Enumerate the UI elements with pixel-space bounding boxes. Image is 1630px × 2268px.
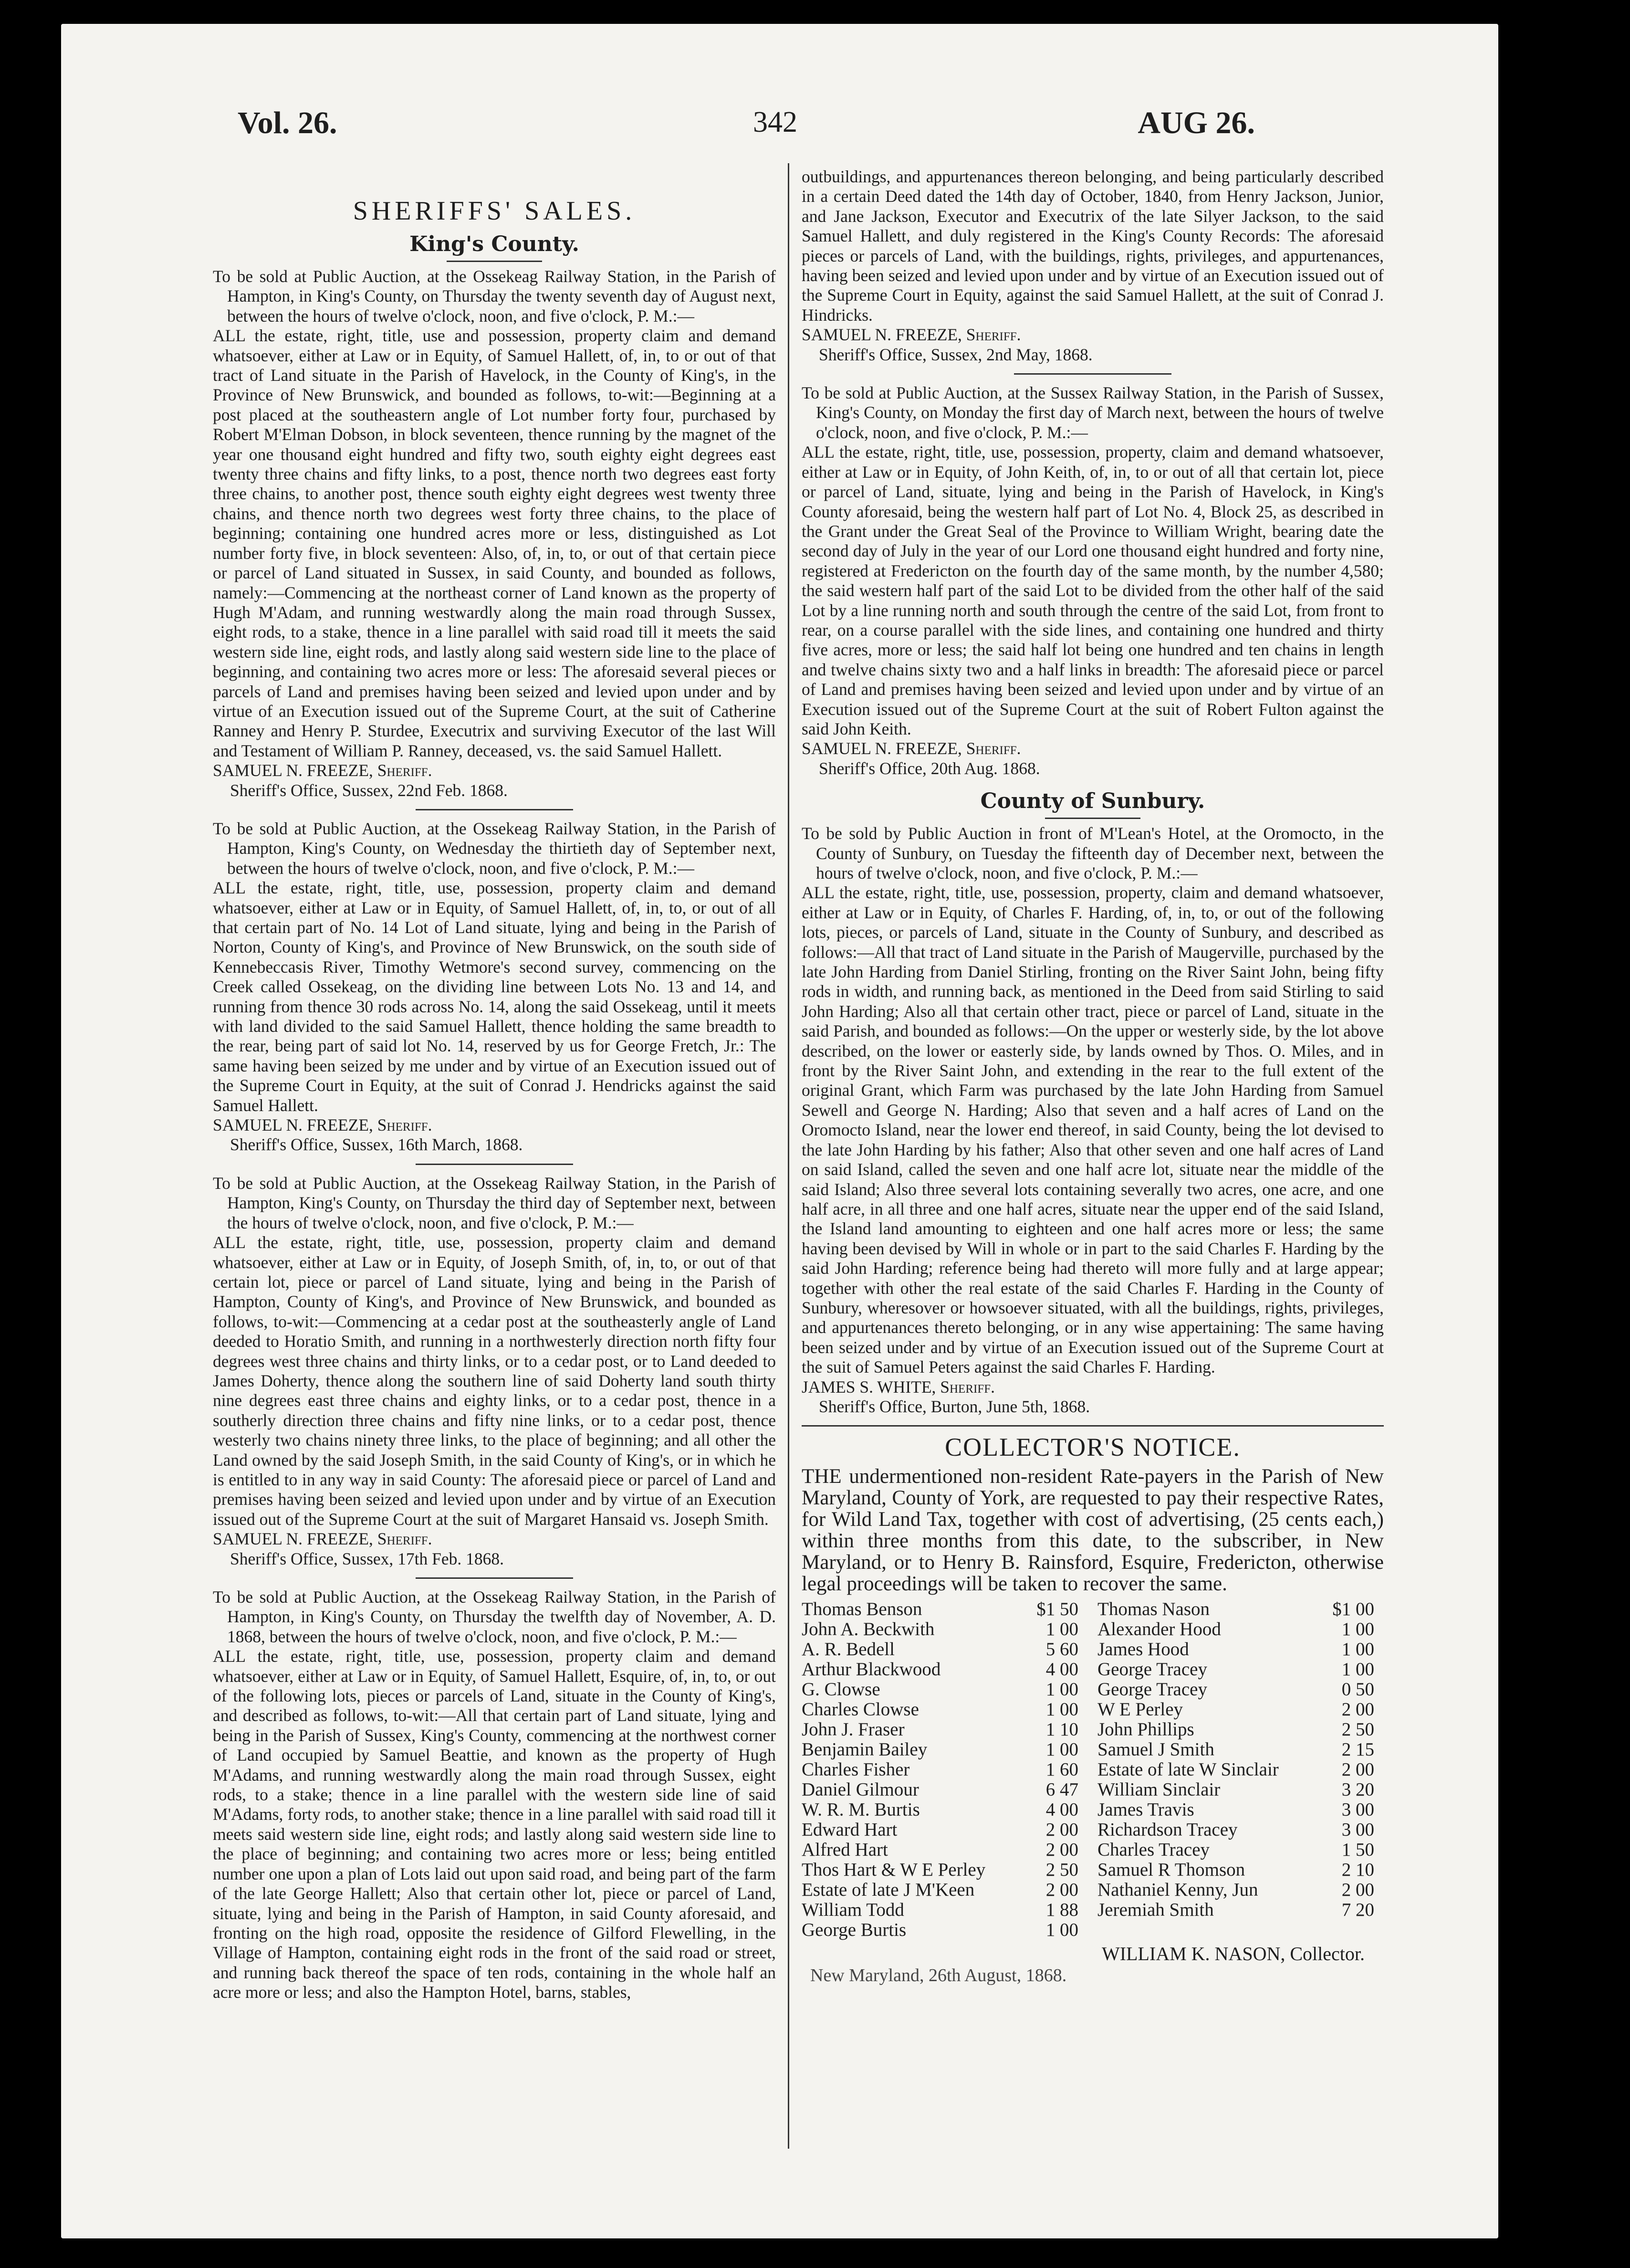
ratepayer-row [802,1619,1078,1639]
notice-body: ALL the estate, right, title, use and possession, property claim and demand whatsoever, either at Law or in Equity, of Samuel Hallett, of, in, to or out of that tract of Land situate in the Parish of Havelock, in the County of King's, in the Province of New Brunswick, and bounded as follows, to-wit:—Beginning at a post placed at the southeastern angle of Lot number forty four, purchased by Robert M'Elman Dobson, in block seventeen, thence running by the magnet of the year one thousand eight hundred and fifty two, south eighty eight degrees east twenty three chains and fifty links, to a post, thence north two degrees east forty three chains, to another post, thence south eighty eight degrees west twenty three chains, and thence north two degrees west forty three chains, to the place of beginning; containing one hundred acres more or less, distinguished as Lot number forty five, in block seventeen: Also, of, in, to, or out of that certain piece or parcel of Land situated in Sussex, in said County, and bounded as follows, namely:—Commencing at the northeast corner of Land known as the property of Hugh M'Adam, and running westwardly along the main road through Sussex, eight rods, to a stake, thence in a line parallel with said road till it meets the said western side line, eight rods, and lastly along said western side line to the place of beginning, and containing two acres more or less: The aforesaid several pieces or parcels of Land and premises having been seized and levied upon under and by virtue of an Execution issued out of the Supreme Court, at the suit of Catherine Ranney and Henry P. Sturdee, Executrix and surviving Executor of the last Will and Testament of William P. Ranney, deceased, vs. the said Samuel Hallett. [213,326,776,760]
sale-notice-4 [213,1587,776,2003]
sheriff-signature: SAMUEL N. FREEZE, Sheriff. [213,1529,432,1549]
ratepayer-amount: 2 50 [1045,1859,1078,1880]
ratepayer-amount: 2 00 [1341,1699,1374,1720]
ratepayer-row [802,1639,1078,1659]
ratepayer-row [1097,1619,1374,1639]
ratepayer-name: Jeremiah Smith [1097,1900,1214,1921]
ratepayer-amount: 1 00 [1341,1639,1374,1660]
ratepayer-amount: 1 88 [1045,1900,1078,1921]
ratepayer-name: John A. Beckwith [802,1619,935,1640]
ratepayer-amount: 2 00 [1045,1819,1078,1840]
ratepayer-amount: $1 50 [1036,1599,1078,1620]
ratepayer-name: W. R. M. Burtis [802,1799,920,1820]
ratepayer-row [1097,1900,1374,1920]
notice-body: ALL the estate, right, title, use, possession, property, claim and demand whatsoever, either at Law or in Equity, of John Keith, of, in, to or out of all that certain lot, piece or parcel of Land, situate, lying and being in the Parish of Havelock, in King's County aforesaid, being the western half part of Lot No. 4, Block 25, as described in the Grant under the Great Seal of the Province to William Wright, bearing date the second day of July in the year of our Lord one thousand eight hundred and forty nine, registered at Fredericton on the fourth day of the same month, by the number 4,580; the said western half part of the said Lot to be divided from the other half of the said Lot by a line running north and south through the centre of the said Lot, from front to rear, on a course parallel with the side lines, and containing one hundred and thirty five acres, more or less; the said half lot being one hundred and ten chains in length and twelve chains sixty two and a half links in breadth: The aforesaid piece or parcel of Land and premises having been seized and levied upon under and by virtue of an Execution issued out of the Supreme Court at the suit of Robert Fulton against the said John Keith. [802,442,1384,738]
ratepayer-name: Edward Hart [802,1819,898,1840]
ratepayer-name: Charles Tracey [1097,1839,1210,1860]
ratepayer-row [802,1920,1078,1940]
notice-separator [416,809,573,810]
sale-notice-3 [213,1174,776,1569]
ratepayer-row [1097,1599,1374,1619]
collector-place-date: New Maryland, 26th August, 1868. [810,1965,1067,1985]
sheriff-signature: SAMUEL N. FREEZE, Sheriff. [802,325,1021,345]
ratepayer-amount: 1 10 [1045,1719,1078,1740]
ratepayer-row [802,1880,1078,1900]
ratepayer-row [802,1599,1078,1619]
ratepayer-column-left [802,1599,1078,1940]
section-rule [802,1425,1384,1427]
collectors-notice-title: COLLECTOR'S NOTICE. [945,1433,1241,1462]
notice-intro: To be sold at Public Auction, at the Ossekeag Railway Station, in the Parish of Hampton, in King's County, on Thursday the twelfth day of November, A. D. 1868, between the hours of twelve o'clock, noon, and five o'clock, P. M.:— [213,1587,776,1646]
ratepayer-name: John Phillips [1097,1719,1194,1740]
ratepayer-amount: 1 00 [1045,1739,1078,1760]
notice-separator [1014,373,1171,375]
ratepayer-amount: 5 60 [1045,1639,1078,1660]
ratepayer-name: Thomas Benson [802,1599,922,1620]
ratepayer-row [1097,1840,1374,1860]
sheriff-signature: SAMUEL N. FREEZE, Sheriff. [213,761,432,780]
continued-notice [802,167,1384,365]
ratepayer-amount: 0 50 [1341,1679,1374,1700]
ratepayer-amount: 4 00 [1045,1799,1078,1820]
ratepayer-name: G. Clowse [802,1679,880,1700]
ratepayer-amount: 1 00 [1045,1619,1078,1640]
section-title: SHERIFFS' SALES. [353,196,636,226]
ratepayer-amount: 2 00 [1341,1759,1374,1780]
left-column [213,186,776,2011]
ratepayer-row [1097,1680,1374,1700]
ratepayer-row [802,1720,1078,1740]
ratepayer-row [802,1700,1078,1720]
ratepayer-row [802,1840,1078,1860]
ratepayer-amount: 1 00 [1045,1679,1078,1700]
ratepayer-amount: 6 47 [1045,1779,1078,1800]
ratepayer-name: Charles Fisher [802,1759,910,1780]
ratepayer-name: Nathaniel Kenny, Jun [1097,1880,1258,1900]
notice-intro: To be sold at Public Auction, at the Ossekeag Railway Station, in the Parish of Hampton, in King's County, on Thursday the twenty seventh day of August next, between the hours of twelve o'clock, noon, and five o'clock, P. M.:— [213,267,776,326]
notice-body: ALL the estate, right, title, use, possession, property claim and demand whatsoever, either at Law or in Equity, of Joseph Smith, of, in, to, or out of that certain lot, piece or parcel of Land situate, lying and being in the Parish of Hampton, County of King's, and Province of New Brunswick, and bounded as follows, to-wit:—Commencing at a cedar post at the southeasterly angle of Land deeded to Horatio Smith, and running in a northwesterly direction north fifty four degrees west three chains and thirty links, or to a cedar post, or to Land deeded to James Doherty, thence along the southern line of said Doherty land south thirty nine degrees east three chains and eighty links, or to a cedar post, thence in a southerly direction three chains and fifty nine links, or to a cedar post, thence westerly two chains ninety three links, to the place of beginning; and all other the Land owned by the said Joseph Smith, in the said County of King's, or in which he is entitled to in any way in said County: The aforesaid piece or parcel of Land and premises having been seized and levied upon under and by virtue of an Execution issued out of the Supreme Court at the suit of Margaret Hansaid vs. Joseph Smith. [213,1233,776,1529]
ratepayer-name: George Burtis [802,1920,907,1941]
sheriff-signature: SAMUEL N. FREEZE, Sheriff. [802,739,1021,758]
ratepayer-amount: 1 00 [1341,1659,1374,1680]
volume-label: Vol. 26. [238,105,337,140]
issue-date: AUG 26. [1138,105,1255,140]
ratepayer-row [802,1860,1078,1880]
sheriff-office-date: Sheriff's Office, Sussex, 17th Feb. 1868. [230,1549,504,1568]
ratepayer-amount: 3 00 [1341,1819,1374,1840]
ratepayer-name: W E Perley [1097,1699,1183,1720]
ratepayer-name: Samuel R Thomson [1097,1859,1245,1880]
ratepayer-name: Charles Clowse [802,1699,919,1720]
sale-notice-6 [802,824,1384,1417]
ratepayer-row [802,1740,1078,1760]
ratepayer-row [1097,1760,1374,1780]
ratepayer-amount: 3 20 [1341,1779,1374,1800]
ratepayer-name: A. R. Bedell [802,1639,895,1660]
heading-underline [447,261,542,262]
notice-separator [416,1164,573,1165]
ratepayer-name: Arthur Blackwood [802,1659,941,1680]
ratepayer-row [802,1800,1078,1820]
ratepayer-amount: 7 20 [1341,1900,1374,1921]
ratepayer-row [802,1659,1078,1680]
ratepayer-amount: 2 15 [1341,1739,1374,1760]
ratepayer-row [1097,1659,1374,1680]
ratepayer-row [1097,1740,1374,1760]
ratepayer-name: Thomas Nason [1097,1599,1210,1620]
ratepayer-row [1097,1700,1374,1720]
sheriff-signature: JAMES S. WHITE, Sheriff. [802,1377,995,1396]
ratepayer-table [802,1599,1384,1940]
county-heading-sunbury [802,787,1384,819]
ratepayer-name: Estate of late J M'Keen [802,1880,975,1900]
heading-underline [1045,818,1140,819]
ratepayer-name: Samuel J Smith [1097,1739,1214,1760]
ratepayer-name: George Tracey [1097,1659,1207,1680]
county-heading-text: King's County. [409,232,579,256]
ratepayer-name: John J. Fraser [802,1719,905,1740]
ratepayer-amount: 1 00 [1341,1619,1374,1640]
ratepayer-amount: $1 00 [1332,1599,1374,1620]
ratepayer-amount: 2 00 [1341,1880,1374,1900]
ratepayer-row [1097,1860,1374,1880]
collector-signature: WILLIAM K. NASON, Collector. [1101,1943,1365,1965]
ratepayer-amount: 2 00 [1045,1880,1078,1900]
ratepayer-amount: 1 00 [1045,1920,1078,1941]
ratepayer-row [802,1760,1078,1780]
ratepayer-column-right [1097,1599,1374,1940]
ratepayer-row [802,1680,1078,1700]
page-number: 342 [753,106,797,138]
ratepayer-row [1097,1639,1374,1659]
ratepayer-amount: 4 00 [1045,1659,1078,1680]
sheriff-signature: SAMUEL N. FREEZE, Sheriff. [213,1115,432,1135]
sheriff-office-date: Sheriff's Office, Sussex, 2nd May, 1868. [819,345,1093,364]
ratepayer-row [1097,1780,1374,1800]
sale-notice-5 [802,383,1384,778]
notice-body: ALL the estate, right, title, use, possession, property claim and demand whatsoever, either at Law or in Equity, of Samuel Hallett, of, in, to, or out of all that certain part of No. 14 Lot of Land situate, lying and being in the Parish of Norton, County of King's, and Province of New Brunswick, on the south side of Kennebeccasis River, Timothy Wetmore's second survey, commencing on the Creek called Ossekeag, on the dividing line between Lots No. 13 and 14, and running from thence 30 rods across No. 14, along the said Ossekeag, until it meets with land divided to the said Samuel Hallett, thence holding the same breadth to the rear, being part of said lot No. 14, reserved by us for George Fretch, Jr.: The same having been seized by me under and by virtue of an Execution issued out of the Supreme Court in Equity, at the suit of Conrad J. Hendricks against the said Samuel Hallett. [213,878,776,1115]
notice-intro: To be sold at Public Auction, at the Ossekeag Railway Station, in the Parish of Hampton, King's County, on Thursday the third day of September next, between the hours of twelve o'clock, noon, and five o'clock, P. M.:— [213,1173,776,1232]
ratepayer-name: Estate of late W Sinclair [1097,1759,1279,1780]
ratepayer-amount: 2 10 [1341,1859,1374,1880]
ratepayer-name: Thos Hart & W E Perley [802,1859,986,1880]
ratepayer-name: William Todd [802,1900,904,1921]
ratepayer-amount: 1 60 [1045,1759,1078,1780]
county-heading-text: County of Sunbury. [980,789,1205,814]
ratepayer-name: James Hood [1097,1639,1189,1660]
notice-body: ALL the estate, right, title, use, possession, property claim and demand whatsoever, either at Law or in Equity, of Samuel Hallett, Esquire, of, in, to, or out of the following lots, pieces or parcels of Land, situate in the County of King's, and described as follows, to-wit:—All that certain part of Land situate, lying and being in the Parish of Sussex, King's County, commencing at the northwest corner of Land occupied by Samuel Beattie, and known as the property of Hugh M'Adams, and running westwardly along the main road through Sussex, eight rods, to a stake; thence in a line parallel with the western side line of said M'Adams, forty rods, to another stake; thence in a line parallel with said road till it meets said western side line, eight rods; and lastly along said western side line to the place of beginning; and containing two acres more or less; being entitled number one upon a plan of Lots laid out upon said road, and being part of the farm of the late George Hallett; Also that certain other lot, piece or parcel of Land, situate, lying and being in the Parish of Hampton, in said County aforesaid, and fronting on the high road, opposite the residence of Gilford Flewelling, in the Village of Hampton, containing eight rods in the front of the said road or street, and running back thereof the space of ten rods, containing in the whole half an acre more or less; and also the Hampton Hotel, barns, stables, [213,1647,776,2002]
ratepayer-row [1097,1880,1374,1900]
ratepayer-row [1097,1720,1374,1740]
right-column [802,167,1384,1985]
sale-notice-2 [213,819,776,1155]
ratepayer-name: Alfred Hart [802,1839,888,1860]
notice-intro: To be sold at Public Auction, at the Sussex Railway Station, in the Parish of Sussex, King's County, on Monday the first day of March next, between the hours of twelve o'clock, noon, and five o'clock, P. M.:— [802,383,1384,442]
ratepayer-row [1097,1800,1374,1820]
sale-notice-1 [213,267,776,800]
newspaper-page [61,24,1498,2238]
ratepayer-name: George Tracey [1097,1679,1207,1700]
ratepayer-name: Benjamin Bailey [802,1739,928,1760]
ratepayer-amount: 1 50 [1341,1839,1374,1860]
notice-intro: To be sold by Public Auction in front of M'Lean's Hotel, at the Oromocto, in the County of Sunbury, on Tuesday the fifteenth day of December next, between the hours of twelve o'clock, noon, and five o'clock, P. M.:— [802,824,1384,882]
ratepayer-name: Daniel Gilmour [802,1779,919,1800]
collectors-notice [802,1431,1384,1985]
ratepayer-row [802,1780,1078,1800]
sheriff-office-date: Sheriff's Office, Burton, June 5th, 1868. [819,1396,1090,1416]
sheriff-office-date: Sheriff's Office, Sussex, 16th March, 1868. [230,1135,523,1155]
ratepayer-row [802,1900,1078,1920]
ratepayer-row [802,1820,1078,1840]
collectors-notice-text: THE undermentioned non-resident Rate-payers in the Parish of New Maryland, County of York, are requested to pay their respective Rates, for Wild Land Tax, together with cost of advertising, (25 cents each,) within three months from this date, to the subscriber, in New Maryland, or to Henry B. Rainsford, Esquire, Fredericton, otherwise legal proceedings will be taken to recover the same. [802,1465,1384,1596]
county-heading-kings [213,230,776,262]
ratepayer-name: James Travis [1097,1799,1194,1820]
ratepayer-amount: 1 00 [1045,1699,1078,1720]
ratepayer-amount: 3 00 [1341,1799,1374,1820]
ratepayer-name: Alexander Hood [1097,1619,1221,1640]
notice-intro: To be sold at Public Auction, at the Ossekeag Railway Station, in the Parish of Hampton, King's County, on Wednesday the thirtieth day of September next, between the hours of twelve o'clock, noon, and five o'clock, P. M.:— [213,819,776,878]
notice-separator [416,1577,573,1579]
ratepayer-amount: 2 00 [1045,1839,1078,1860]
ratepayer-row [1097,1820,1374,1840]
ratepayer-amount: 2 50 [1341,1719,1374,1740]
sheriff-office-date: Sheriff's Office, 20th Aug. 1868. [819,758,1040,778]
ratepayer-name: William Sinclair [1097,1779,1221,1800]
notice-continuation: outbuildings, and appurtenances thereon belonging, and being particularly described in a certain Deed dated the 14th day of October, 1840, from Henry Jackson, Junior, and Jane Jackson, Executor and Executrix of the late Silyer Jackson, to the said Samuel Hallett, and duly registered in the King's County Records: The aforesaid pieces or parcels of Land, with the buildings, rights, privileges, and appurtenances, having been seized and levied upon under and by virtue of an Execution issued out of the Supreme Court in Equity, against the said Samuel Hallett, at the suit of Conrad J. Hindricks. [802,167,1384,325]
ratepayer-name: Richardson Tracey [1097,1819,1238,1840]
notice-body: ALL the estate, right, title, use, possession, property, claim and demand whatsoever, either at Law or in Equity, of Charles F. Harding, of, in, to, or out of the following lots, pieces, or parcels of Land, situate in the County of Sunbury, and described as follows:—All that tract of Land situate in the Parish of Maugerville, purchased by the late John Harding from Daniel Stirling, fronting on the River Saint John, being fifty rods in width, and running back, as mentioned in the Deed from said Stirling to said John Harding; Also all that certain other tract, piece or parcel of Land, situate in the said Parish, and bounded as follows:—On the upper or westerly side, by the lot above described, on the lower or easterly side, by lands owned by Thos. O. Miles, and in front by the River Saint John, and extending in the rear to the full extent of the original Grant, which Farm was purchased by the late John Harding from Samuel Sewell and George N. Harding; Also that seven and a half acres of Land on the Oromocto Island, near the lower end thereof, in said County, being the lot devised to the late John Harding by his father; Also that other seven and one half acres of Land on said Island, called the seven and one half acre lot, situate near the middle of the said Island; Also three several lots containing severally two acres, one acre, and one half acre, in all three and one half acres, situate near the upper end of the said Island, the Island land amounting to eighteen and one half acres more or less; the same having been devised by Will in whole or in part to the said Charles F. Harding by the said John Harding; reference being had thereto will more fully and at large appear; together with other the real estate of the said Charles F. Harding in the County of Sunbury, wheresover or howsoever situated, with all the buildings, rights, privileges, and appurtenances thereto belonging, or in any wise appertaining: The same having been seized under and by virtue of an Execution issued out of the Supreme Court at the suit of Samuel Peters against the said Charles F. Harding. [802,883,1384,1377]
sheriff-office-date: Sheriff's Office, Sussex, 22nd Feb. 1868. [230,780,508,800]
column-divider [788,163,789,2149]
